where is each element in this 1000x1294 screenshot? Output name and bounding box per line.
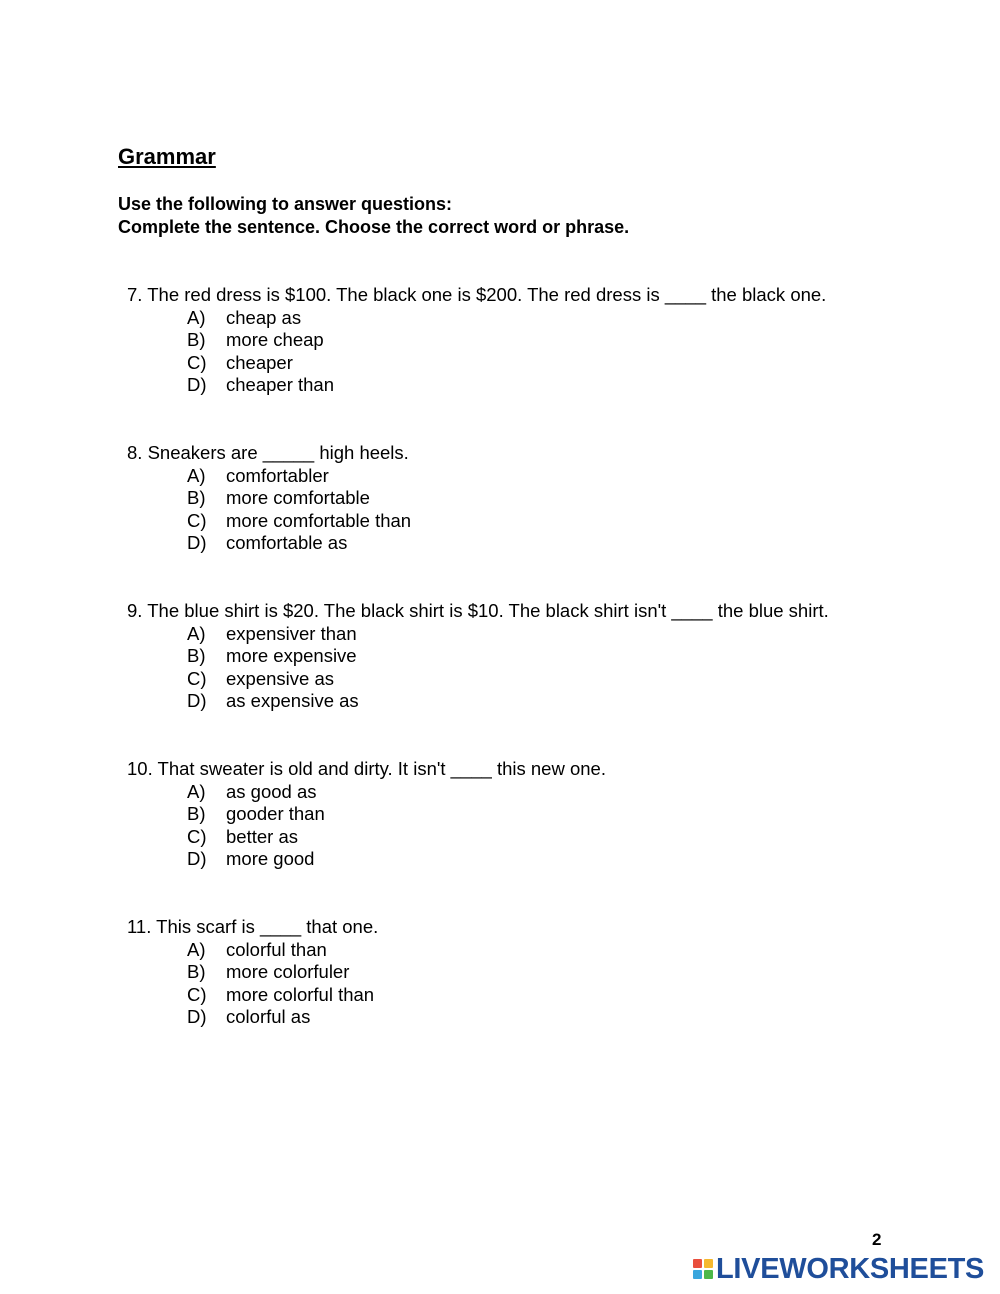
answer-option-b[interactable] [187, 487, 411, 510]
logo-block [704, 1259, 713, 1268]
answer-option-d[interactable] [187, 374, 826, 397]
option-letter: B) [187, 487, 206, 509]
liveworksheets-logo [693, 1253, 984, 1285]
option-letter: C) [187, 667, 207, 689]
option-letter: A) [187, 622, 206, 644]
option-text: more cheap [226, 329, 324, 351]
option-text: expensiver than [226, 622, 357, 644]
question-stem: 9. The blue shirt is $20. The black shirt is $10. The black shirt isn't ____ the blue shirt. [127, 600, 829, 621]
option-text: cheaper [226, 351, 293, 373]
option-text: colorful than [226, 938, 327, 960]
question-stem: 8. Sneakers are _____ high heels. [127, 442, 409, 463]
answer-option-a[interactable] [187, 939, 378, 962]
answer-options [127, 623, 829, 713]
question-8 [127, 442, 411, 555]
option-text: more expensive [226, 645, 357, 667]
instructions-line-2: Complete the sentence. Choose the correct word or phrase. [118, 217, 630, 237]
answer-options [127, 781, 606, 871]
logo-block [704, 1270, 713, 1279]
option-letter: D) [187, 848, 207, 870]
answer-option-c[interactable] [187, 984, 378, 1007]
option-text: as expensive as [226, 690, 359, 712]
option-letter: C) [187, 509, 207, 531]
option-text: comfortable as [226, 532, 348, 554]
option-text: better as [226, 825, 298, 847]
option-letter: C) [187, 351, 207, 373]
page-number: 2 [872, 1230, 882, 1249]
option-text: cheap as [226, 306, 302, 328]
option-letter: A) [187, 938, 206, 960]
answer-options [127, 465, 411, 555]
question-9 [127, 600, 829, 713]
logo-block [693, 1259, 702, 1268]
instructions [118, 193, 629, 239]
option-letter: B) [187, 329, 206, 351]
answer-option-d[interactable] [187, 532, 411, 555]
option-text: as good as [226, 780, 317, 802]
option-letter: C) [187, 825, 207, 847]
option-letter: B) [187, 961, 206, 983]
option-text: more colorfuler [226, 961, 350, 983]
answer-option-c[interactable] [187, 510, 411, 533]
option-letter: D) [187, 532, 207, 554]
option-letter: C) [187, 983, 207, 1005]
option-letter: A) [187, 780, 206, 802]
answer-option-a[interactable] [187, 307, 826, 330]
answer-options [127, 939, 378, 1029]
logo-block [693, 1270, 702, 1279]
option-letter: A) [187, 464, 206, 486]
question-11 [127, 916, 378, 1029]
option-text: more comfortable than [226, 509, 412, 531]
brand-name: LIVEWORKSHEETS [716, 1253, 985, 1285]
answer-option-d[interactable] [187, 690, 829, 713]
answer-option-c[interactable] [187, 826, 606, 849]
option-text: comfortabler [226, 464, 329, 486]
question-stem: 11. This scarf is ____ that one. [127, 916, 379, 937]
option-text: more colorful than [226, 983, 375, 1005]
option-text: more comfortable [226, 487, 370, 509]
answer-option-d[interactable] [187, 1006, 378, 1029]
option-letter: D) [187, 374, 207, 396]
answer-option-b[interactable] [187, 961, 378, 984]
option-text: expensive as [226, 667, 334, 689]
option-text: more good [226, 848, 315, 870]
answer-option-b[interactable] [187, 329, 826, 352]
answer-options [127, 307, 826, 397]
answer-option-b[interactable] [187, 803, 606, 826]
answer-option-a[interactable] [187, 465, 411, 488]
option-letter: B) [187, 645, 206, 667]
option-text: gooder than [226, 803, 325, 825]
option-text: cheaper than [226, 374, 335, 396]
option-letter: D) [187, 1006, 207, 1028]
question-7 [127, 284, 826, 397]
option-text: colorful as [226, 1006, 311, 1028]
logo-blocks-icon [693, 1259, 713, 1279]
question-stem: 7. The red dress is $100. The black one is $200. The red dress is ____ the black one. [127, 284, 827, 305]
question-stem: 10. That sweater is old and dirty. It isn't ____ this new one. [127, 758, 606, 779]
answer-option-b[interactable] [187, 645, 829, 668]
instructions-line-1: Use the following to answer questions: [118, 194, 453, 214]
option-letter: B) [187, 803, 206, 825]
answer-option-c[interactable] [187, 668, 829, 691]
answer-option-d[interactable] [187, 848, 606, 871]
question-10 [127, 758, 606, 871]
option-letter: A) [187, 306, 206, 328]
answer-option-c[interactable] [187, 352, 826, 375]
section-title: Grammar [118, 144, 216, 169]
answer-option-a[interactable] [187, 781, 606, 804]
answer-option-a[interactable] [187, 623, 829, 646]
option-letter: D) [187, 690, 207, 712]
